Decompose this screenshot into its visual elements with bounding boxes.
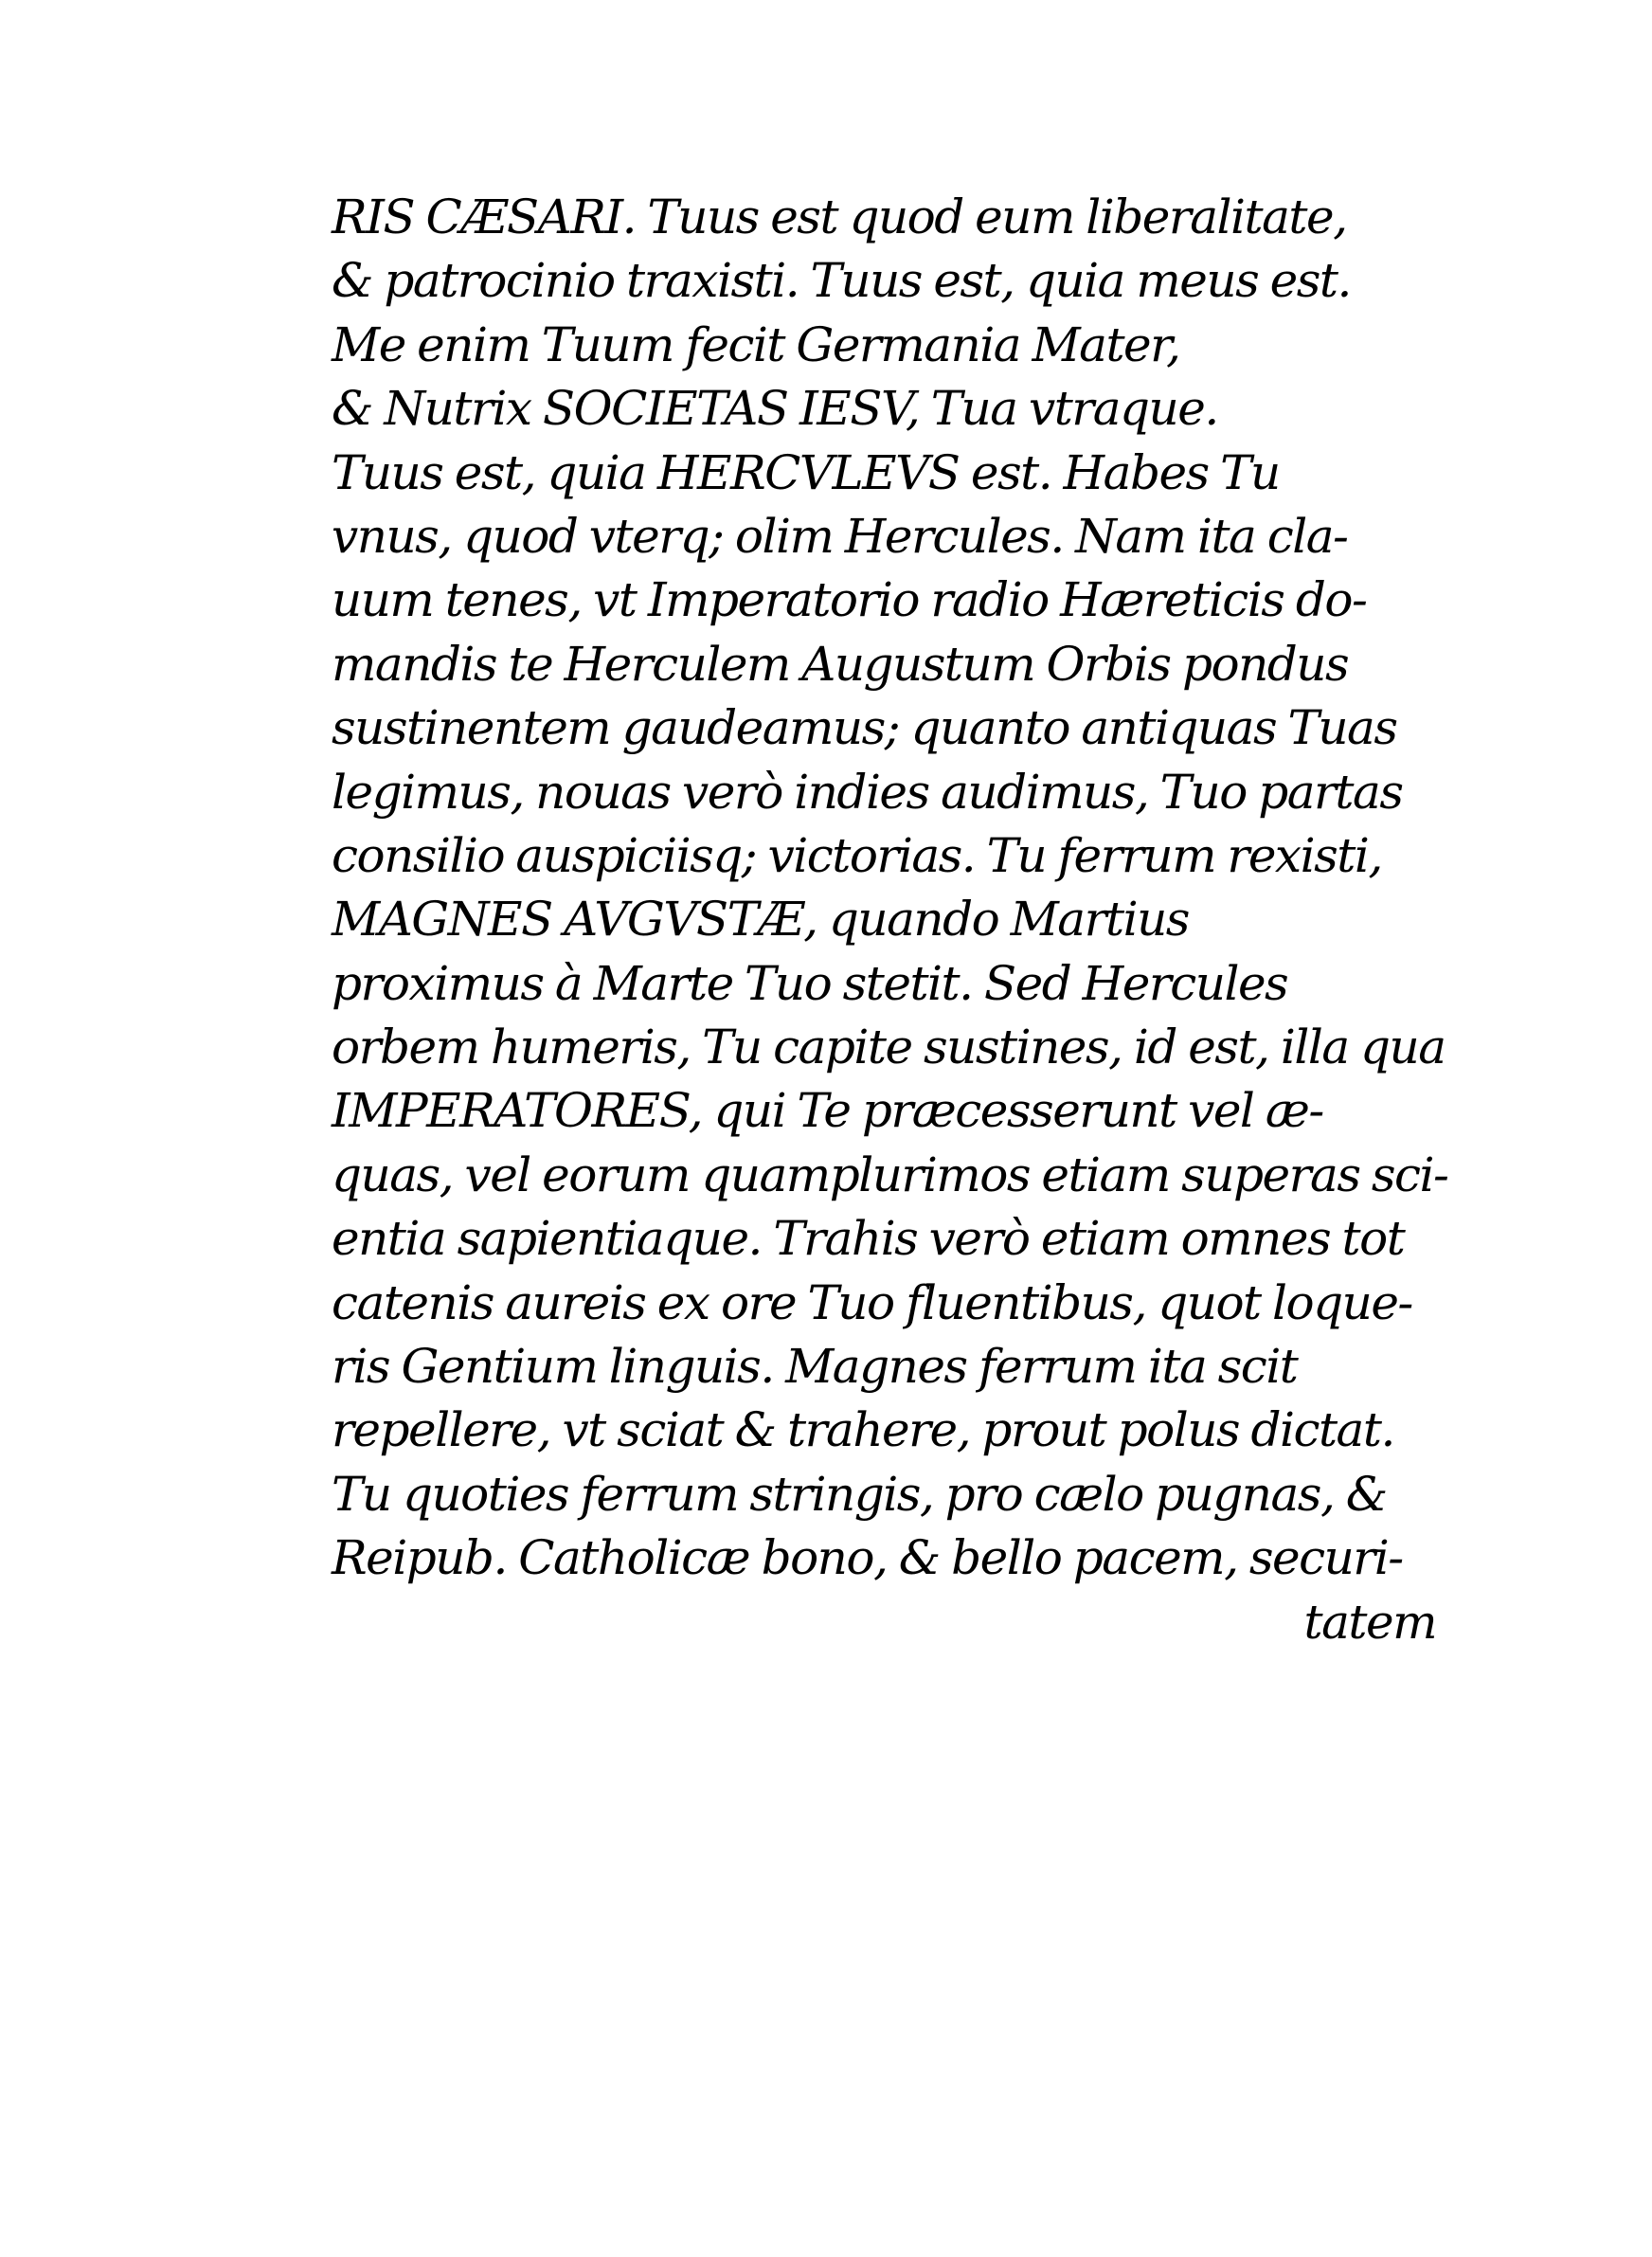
text-line: Me enim Tuum fecit Germania Mater, xyxy=(332,316,1180,372)
catchword: tatem xyxy=(1303,1594,1436,1650)
text-line: MAGNES AVGVSTÆ, quando Martius xyxy=(332,892,1189,948)
text-line: orbem humeris, Tu capite sustines, id est, illa qua xyxy=(332,1020,1446,1075)
text-line: Tuus est, quia HERCVLEVS est. Habes Tu xyxy=(332,444,1280,500)
text-line: vnus, quod vterq; olim Hercules. Nam ita cla- xyxy=(332,508,1348,564)
text-line: IMPERATORES, qui Te præcesserunt vel æ- xyxy=(332,1083,1323,1139)
text-line: catenis aureis ex ore Tuo fluentibus, quot loque- xyxy=(332,1274,1412,1330)
text-line: uum tenes, vt Imperatorio radio Hæreticis do- xyxy=(332,572,1367,628)
text-line: repellere, vt sciat & trahere, prout polus dictat. xyxy=(332,1402,1394,1458)
text-line: mandis te Herculem Augustum Orbis pondus xyxy=(332,636,1349,692)
text-line: Tu quoties ferrum stringis, pro cælo pugnas, & xyxy=(332,1466,1387,1522)
text-line: consilio auspiciisq; victorias. Tu ferrum rexisti, xyxy=(332,827,1382,883)
text-line: proximus à Marte Tuo stetit. Sed Hercules xyxy=(332,955,1288,1011)
text-line: sustinentem gaudeamus; quanto antiquas Tuas xyxy=(332,700,1397,756)
text-line: quas, vel eorum quamplurimos etiam superas sci- xyxy=(332,1147,1448,1202)
body-text xyxy=(332,186,1449,1654)
text-line: RIS CÆSARI. Tuus est quod eum liberalitate, xyxy=(332,190,1347,244)
text-line: entia sapientiaque. Trahis verò etiam omnes tot xyxy=(332,1211,1405,1267)
text-line: & patrocinio traxisti. Tuus est, quia meus est. xyxy=(332,253,1351,309)
text-line: Reipub. Catholicæ bono, & bello pacem, securi- xyxy=(332,1530,1403,1586)
text-line: & Nutrix SOCIETAS IESV, Tua vtraque. xyxy=(332,381,1218,437)
text-line: ris Gentium linguis. Magnes ferrum ita scit xyxy=(332,1339,1298,1395)
text-line: legimus, nouas verò indies audimus, Tuo partas xyxy=(332,764,1403,820)
